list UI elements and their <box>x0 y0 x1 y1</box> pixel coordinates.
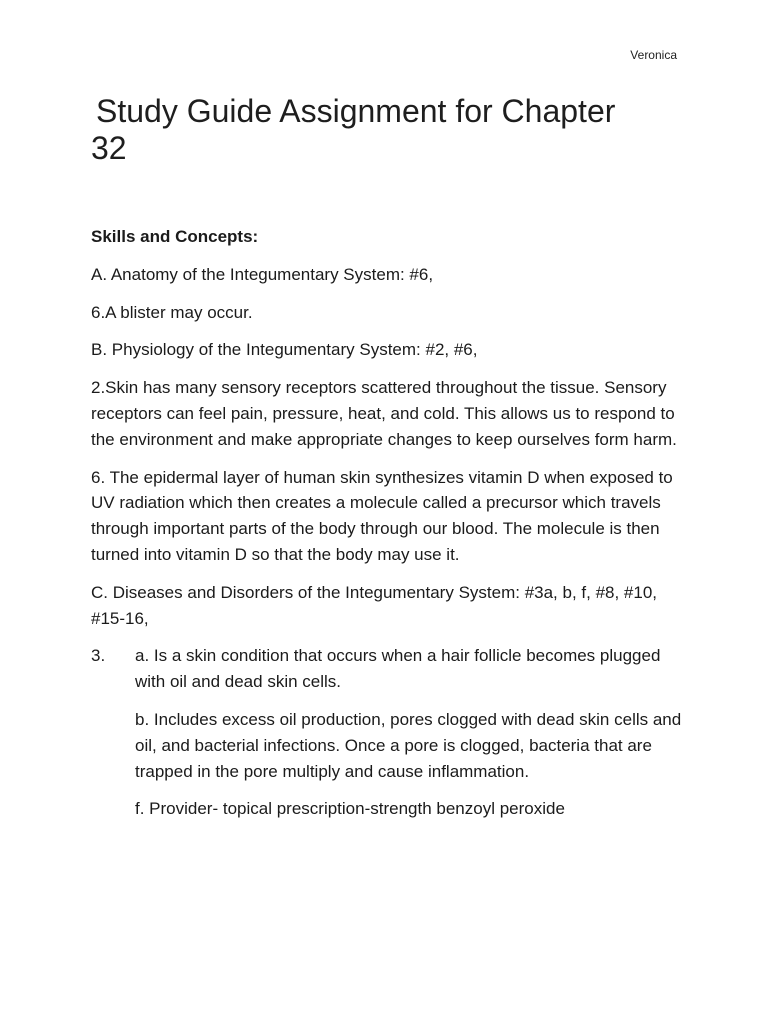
section-c-heading: C. Diseases and Disorders of the Integumentary System: #3a, b, f, #8, #10, #15-16, <box>91 582 658 628</box>
author-name: Veronica <box>630 48 677 62</box>
title-line-1: Study Guide Assignment for Chapter <box>96 93 616 129</box>
answer-3f: f. Provider- topical prescription-strength benzoyl peroxide <box>135 799 565 819</box>
answer-3a: a. Is a skin condition that occurs when a hair follicle becomes plugged with oil and dead skin cells. <box>135 646 661 692</box>
answer-a6: 6.A blister may occur. <box>91 302 253 322</box>
title-line-2: 32 <box>91 130 127 166</box>
list-item-3 <box>91 643 691 834</box>
section-a-heading: A. Anatomy of the Integumentary System: #6, <box>91 264 434 284</box>
list-item-body <box>135 643 683 834</box>
answer-b2: 2.Skin has many sensory receptors scattered throughout the tissue. Sensory receptors can feel pain, pressure, heat, and cold. This allows us to respond to the environment and make appropriate changes to keep ourselves form harm. <box>91 378 677 449</box>
page-title <box>91 93 691 167</box>
document-body <box>91 224 691 834</box>
answer-3b: b. Includes excess oil production, pores clogged with dead skin cells and oil, and bacterial infections. Once a pore is clogged, bacteria that are trapped in the pore multiply and cause inflammation. <box>135 709 682 781</box>
section-b-heading: B. Physiology of the Integumentary System: #2, #6, <box>91 340 478 360</box>
section-heading: Skills and Concepts: <box>91 227 259 246</box>
answer-b6: 6. The epidermal layer of human skin synthesizes vitamin D when exposed to UV radiation which then creates a molecule called a precursor which travels through important parts of the body through our blood. The molecule is then turned into vitamin D so that the body may use it. <box>91 467 673 564</box>
list-number: 3. <box>91 646 106 666</box>
